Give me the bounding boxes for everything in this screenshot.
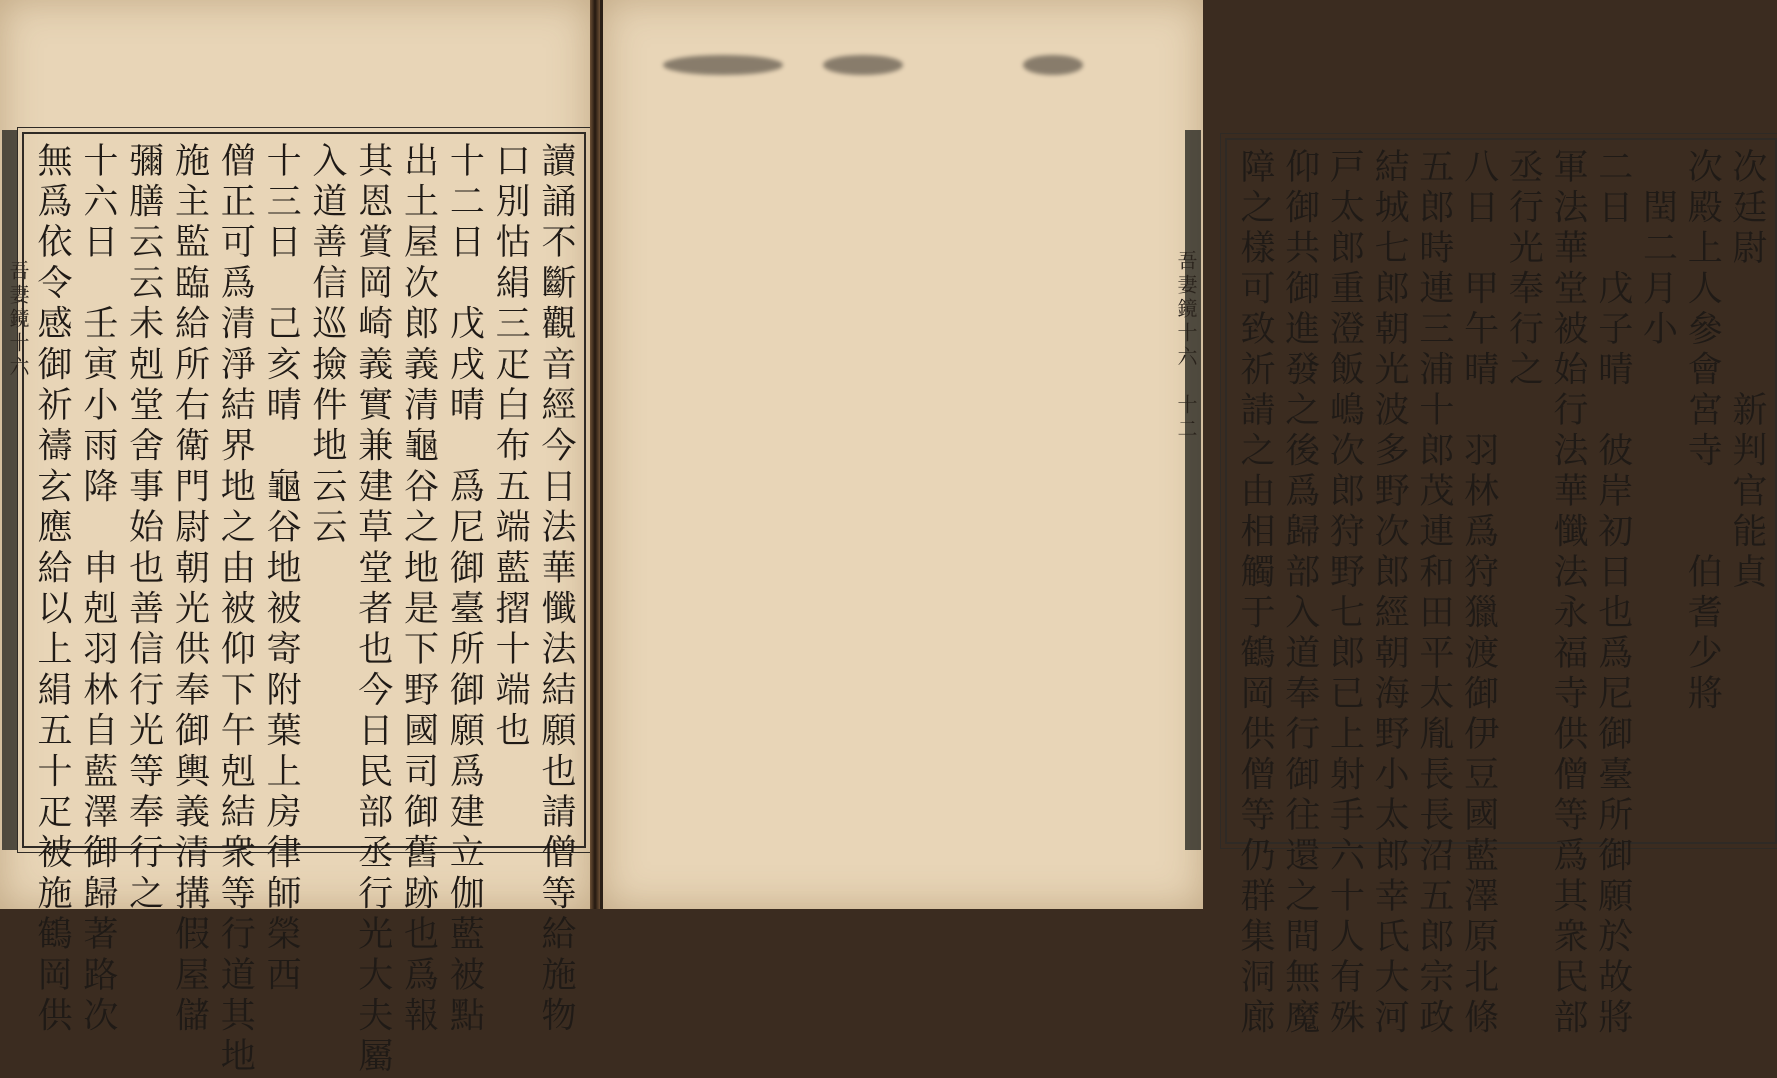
text-column: 入道善信巡撿件地云云 [306,142,347,549]
text-column: 八日 甲午晴 羽林爲狩獵渡御伊豆國藍澤原北條 [1458,148,1499,1039]
text-column: 僧正可爲清淨結界地之由被仰下午剋結衆等行道其地 [215,142,256,1078]
left-page-edge-pattern [2,130,18,850]
right-text-columns [1233,148,1769,1039]
text-column: 其恩賞岡崎義實兼建草堂者也今日民部丞行光大夫屬 [352,142,393,1078]
text-column: 結城七郎朝光波多野次郎經朝海野小太郎幸氏大河 [1369,148,1410,1039]
text-column: 戸太郎重澄飯嶋次郎狩野七郎已上射手六十人有殊 [1324,148,1365,1039]
text-column: 閏二月小 [1637,148,1678,351]
text-column: 出土屋次郎義清龜谷之地是下野國司御舊跡也爲報 [398,142,439,1038]
text-column: 彌膳云云未剋堂舍事始也善信行光等奉行之 [123,142,164,916]
right-text-frame [1225,138,1777,1039]
text-column: 丞行光奉行之 [1503,148,1544,391]
ink-smudge [663,55,783,75]
ink-smudge [823,55,903,75]
text-column: 十六日 壬寅小雨降 申剋羽林自藍澤御歸著路次 [77,142,118,1038]
text-column: 施主監臨給所右衛門尉朝光供奉御輿義清搆假屋儲 [169,142,210,1038]
right-page-edge-pattern [1185,130,1201,850]
left-margin-title: 吾妻鏡十六 [6,260,30,380]
right-page [600,0,1767,1039]
right-margin-title: 吾妻鏡十六 十二 [1174,250,1198,442]
text-column: 五郎時連三浦十郎茂連和田平太胤長長沼五郎宗政 [1413,148,1454,1039]
text-column: 次殿上人參會宮寺 伯耆少將 [1682,148,1723,715]
left-text-frame [22,132,586,1078]
book-gutter [590,0,600,909]
ink-smudge [1023,55,1083,75]
left-page [0,0,593,1078]
text-column: 二日 戊子晴 彼岸初日也爲尼御臺所御願於故將 [1592,148,1633,1039]
text-column: 口別怙絹三疋白布五端藍摺十端也 [490,142,531,753]
text-column: 障之樣可致祈請之由相觸于鶴岡供僧等仍群集洞廊 [1235,148,1275,1039]
text-column: 十三日 己亥晴 龜谷地被寄附葉上房律師榮西 [261,142,302,997]
text-column: 次廷尉 新判官能貞 [1726,148,1767,594]
text-column: 十二日 戊戌晴 爲尼御臺所御願爲建立伽藍被點 [444,142,485,1038]
text-column: 仰御共御進發之後爲歸部入道奉行御往還之間無魔 [1279,148,1320,1039]
left-text-columns [30,142,578,1078]
text-column: 讀誦不斷觀音經今日法華懺法結願也請僧等給施物 [535,142,576,1038]
text-column: 軍法華堂被始行法華懺法永福寺供僧等爲其衆民部 [1548,148,1589,1039]
text-column: 無爲依令感御祈禱玄應給以上絹五十疋被施鶴岡供 [32,142,72,1038]
